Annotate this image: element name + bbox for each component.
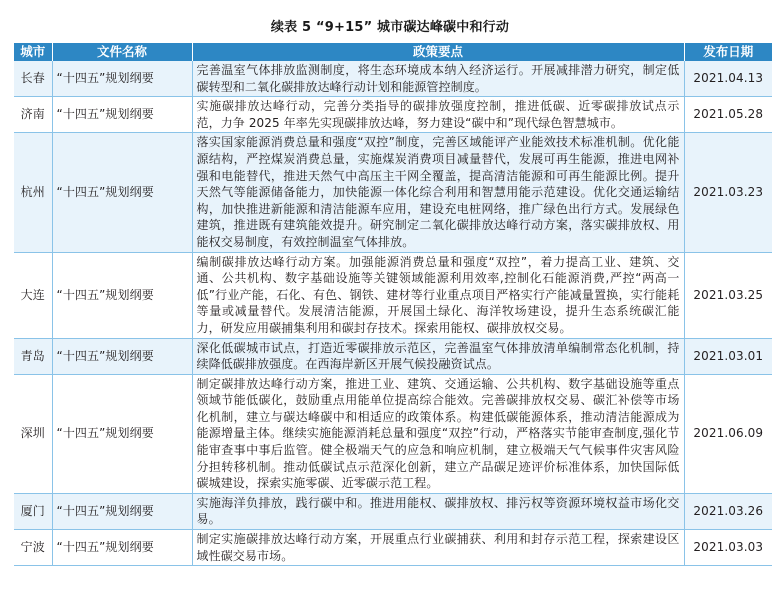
city-cell: 济南 <box>14 97 52 133</box>
header-city: 城市 <box>14 43 52 61</box>
release-date-cell: 2021.06.09 <box>684 374 772 493</box>
file-name-cell: “十四五”规划纲要 <box>52 338 192 374</box>
city-cell: 宁波 <box>14 530 52 566</box>
table-row-xiamen <box>14 493 772 529</box>
table-row-shenzhen <box>14 374 772 493</box>
header-file-name: 文件名称 <box>52 43 192 61</box>
policy-points-cell: 实施海洋负排放，践行碳中和。推进用能权、碳排放权、排污权等资源环境权益市场化交易。 <box>192 493 684 529</box>
policy-points-cell: 深化低碳城市试点，打造近零碳排放示范区，完善温室气体排放清单编制常态化机制，持续降低碳排放强度。在西海岸新区开展气候投融资试点。 <box>192 338 684 374</box>
table-header-row <box>14 43 772 61</box>
city-cell: 厦门 <box>14 493 52 529</box>
city-cell: 青岛 <box>14 338 52 374</box>
table-row-qingdao <box>14 338 772 374</box>
release-date-cell: 2021.03.26 <box>684 493 772 529</box>
table-row-hangzhou <box>14 133 772 252</box>
file-name-cell: “十四五”规划纲要 <box>52 61 192 97</box>
release-date-cell: 2021.03.25 <box>684 252 772 338</box>
release-date-cell: 2021.05.28 <box>684 97 772 133</box>
policy-points-cell: 完善温室气体排放监测制度，将生态环境成本纳入经济运行。开展减排潜力研究，制定低碳转型和二氧化碳排放达峰行动计划和能源管控制度。 <box>192 61 684 97</box>
city-cell: 杭州 <box>14 133 52 252</box>
table-row-ningbo <box>14 530 772 566</box>
table-row-jinan <box>14 97 772 133</box>
file-name-cell: “十四五”规划纲要 <box>52 97 192 133</box>
city-cell: 大连 <box>14 252 52 338</box>
city-action-table <box>14 43 772 566</box>
release-date-cell: 2021.03.01 <box>684 338 772 374</box>
header-release-date: 发布日期 <box>684 43 772 61</box>
file-name-cell: “十四五”规划纲要 <box>52 374 192 493</box>
table-title: 续表 5 “9+15” 城市碳达峰碳中和行动 <box>270 20 510 35</box>
policy-points-cell: 编制碳排放达峰行动方案。加强能源消费总量和强度“双控”，着力提高工业、建筑、交通、公共机构、数字基础设施等关键领域能源利用效率,控制化石能源消费,严控“两高一低”行业产能，石化、有色、钢铁、建材等行业重点项目严格实行产能减量置换，实行能耗等量或减量替代。发展清洁能源，开展国土绿化、海洋牧场建设，提升生态系统碳汇能力，研发应用碳捕集利用和碳封存技术。探索用能权、碳排放权交易。 <box>192 252 684 338</box>
release-date-cell: 2021.03.03 <box>684 530 772 566</box>
table-row-changchun <box>14 61 772 97</box>
city-cell: 长春 <box>14 61 52 97</box>
table-row-dalian <box>14 252 772 338</box>
policy-points-cell: 制定实施碳排放达峰行动方案，开展重点行业碳捕获、利用和封存示范工程，探索建设区域性碳交易市场。 <box>192 530 684 566</box>
file-name-cell: “十四五”规划纲要 <box>52 530 192 566</box>
release-date-cell: 2021.03.23 <box>684 133 772 252</box>
file-name-cell: “十四五”规划纲要 <box>52 493 192 529</box>
policy-points-cell: 实施碳排放达峰行动，完善分类指导的碳排放强度控制，推进低碳、近零碳排放试点示范，力争 2025 年率先实现碳排放达峰，努力建设“碳中和”现代绿色智慧城市。 <box>192 97 684 133</box>
file-name-cell: “十四五”规划纲要 <box>52 133 192 252</box>
release-date-cell: 2021.04.13 <box>684 61 772 97</box>
city-cell: 深圳 <box>14 374 52 493</box>
policy-points-cell: 制定碳排放达峰行动方案，推进工业、建筑、交通运输、公共机构、数字基础设施等重点领域节能低碳化，鼓励重点用能单位提高综合能效。完善碳排放权交易、碳汇补偿等市场化机制，建立与碳达峰碳中和相适应的政策体系。构建低碳能源体系，推动清洁能源成为能源增量主体。继续实施能源消耗总量和强度“双控”行动，严格落实节能审查制度,强化节能审查事中事后监管。健全极端天气的应急和响应机制，建立极端天气气候事件灾害风险分担转移机制。推动低碳试点示范深化创新，建立产品碳足迹评价标准体系，加快国际低碳城建设，探索实施零碳、近零碳示范工程。 <box>192 374 684 493</box>
policy-points-cell: 落实国家能源消费总量和强度“双控”制度，完善区域能评产业能效技术标准机制。优化能源结构，严控煤炭消费总量，实施煤炭消费项目减量替代，发展可再生能源，推进电网补强和电能替代，推进天然气中高压主干网全覆盖，提高清洁能源和可再生能源比例。提升天然气等能源储备能力，加快能源一体化综合利用和智慧用能示范建设。优化交通运输结构，加快推进新能源和清洁能源车应用，建设充电桩网络，推广绿色出行方式。发展绿色建筑，推进既有建筑能效提升。研究制定二氧化碳排放达峰行动方案，落实碳排放权、用能权交易制度，有效控制温室气体排放。 <box>192 133 684 252</box>
header-policy-points: 政策要点 <box>192 43 684 61</box>
file-name-cell: “十四五”规划纲要 <box>52 252 192 338</box>
